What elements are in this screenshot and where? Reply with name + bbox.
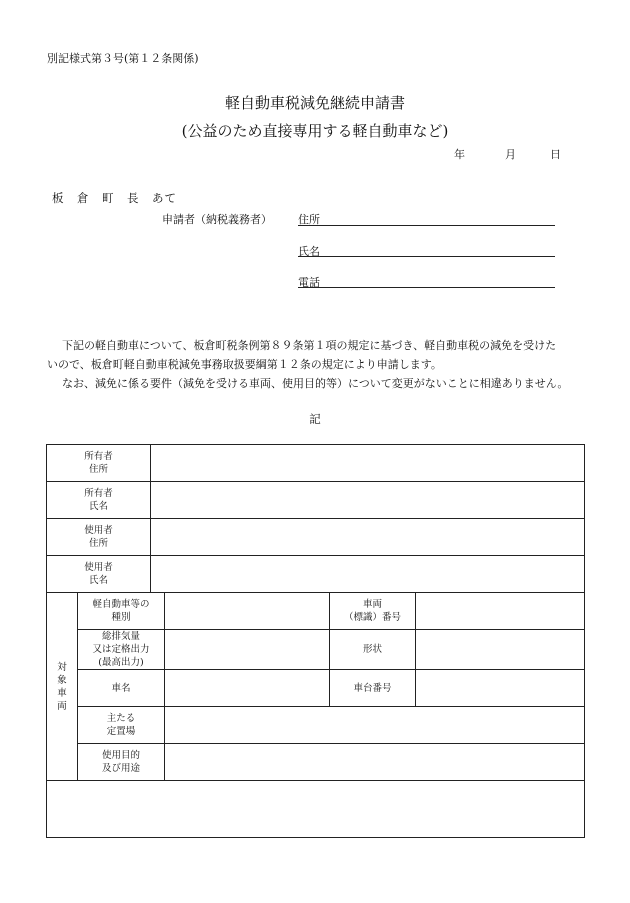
displacement-input[interactable] bbox=[165, 630, 330, 670]
plate-number-label: 車両 （標識）番号 bbox=[330, 593, 416, 630]
name-line[interactable] bbox=[298, 256, 555, 257]
owner-name-label: 所有者 氏名 bbox=[47, 482, 151, 519]
user-name-label: 使用者 氏名 bbox=[47, 556, 151, 593]
chassis-number-label: 車台番号 bbox=[330, 670, 416, 707]
body-line-2: いので、板倉町軽自動車税減免事務取扱要綱第１２条の規定により申請します。 bbox=[47, 358, 442, 371]
purpose-input[interactable] bbox=[165, 744, 585, 781]
storage-location-input[interactable] bbox=[165, 707, 585, 744]
storage-location-label: 主たる 定置場 bbox=[78, 707, 165, 744]
owner-address-label: 所有者 住所 bbox=[47, 445, 151, 482]
user-name-input[interactable] bbox=[151, 556, 585, 593]
form-title: 軽自動車税減免継続申請書 bbox=[224, 94, 405, 112]
form-number: 別記様式第３号(第１２条関係) bbox=[47, 52, 199, 65]
application-table bbox=[46, 444, 585, 838]
addressee: 板 倉 町 長 あて bbox=[52, 191, 177, 205]
vehicle-type-label: 軽自動車等の 種別 bbox=[78, 593, 165, 630]
address-label: 住所 bbox=[298, 213, 320, 226]
car-name-input[interactable] bbox=[165, 670, 330, 707]
phone-line[interactable] bbox=[298, 287, 555, 288]
owner-address-input[interactable] bbox=[151, 445, 585, 482]
form-subtitle: (公益のため直接専用する軽自動車など) bbox=[181, 122, 449, 140]
date-year-label: 年 bbox=[454, 148, 465, 161]
applicant-label: 申請者（納税義務者） bbox=[162, 213, 272, 226]
address-line[interactable] bbox=[298, 225, 555, 226]
chassis-number-input[interactable] bbox=[416, 670, 585, 707]
shape-label: 形状 bbox=[330, 630, 416, 670]
remarks-cell[interactable] bbox=[47, 781, 585, 838]
vehicle-section-label: 対 象 車 両 bbox=[47, 593, 78, 781]
user-address-input[interactable] bbox=[151, 519, 585, 556]
body-line-1: 下記の軽自動車について、板倉町税条例第８９条第１項の規定に基づき、軽自動車税の減免を受けた bbox=[62, 339, 557, 352]
vehicle-type-input[interactable] bbox=[165, 593, 330, 630]
phone-label: 電話 bbox=[298, 276, 320, 289]
date-month-label: 月 bbox=[505, 148, 516, 161]
body-line-3: なお、減免に係る要件（減免を受ける車両、使用目的等）について変更がないことに相違ありません。 bbox=[62, 377, 569, 390]
user-address-label: 使用者 住所 bbox=[47, 519, 151, 556]
displacement-label: 総排気量 又は定格出力 (最高出力) bbox=[78, 630, 165, 670]
purpose-label: 使用目的 及び用途 bbox=[78, 744, 165, 781]
plate-number-input[interactable] bbox=[416, 593, 585, 630]
shape-input[interactable] bbox=[416, 630, 585, 670]
ki-heading: 記 bbox=[309, 412, 321, 426]
car-name-label: 車名 bbox=[78, 670, 165, 707]
name-label: 氏名 bbox=[298, 245, 320, 258]
owner-name-input[interactable] bbox=[151, 482, 585, 519]
date-day-label: 日 bbox=[550, 148, 561, 161]
